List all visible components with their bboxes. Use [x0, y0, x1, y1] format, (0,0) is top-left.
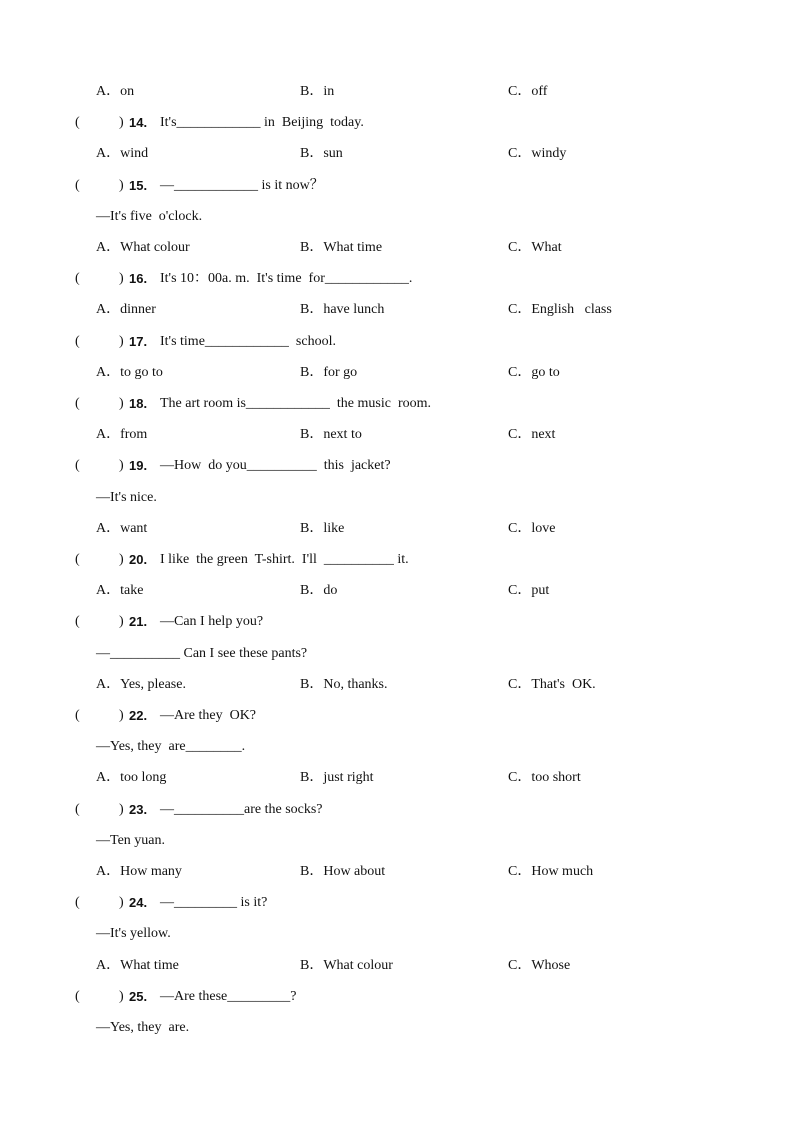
answer-close-paren: ): [119, 396, 124, 411]
options-row: [0, 580, 794, 602]
answer-close-paren: ): [119, 458, 124, 474]
option-c[interactable]: C．Whose: [508, 957, 571, 973]
question-row: [0, 393, 794, 415]
answer-close-paren: ): [119, 988, 124, 1004]
question-number: 23.: [129, 801, 148, 817]
options-row: [0, 955, 794, 977]
options-row: [0, 767, 794, 789]
question-stem: —_________ is it?: [160, 895, 268, 911]
option-b[interactable]: B．What time: [300, 240, 383, 255]
answer-blank-paren[interactable]: (: [75, 614, 80, 630]
question-stem: —__________are the socks?: [160, 801, 323, 817]
answer-blank-paren[interactable]: (: [75, 396, 80, 411]
option-b[interactable]: B．next to: [300, 427, 362, 443]
option-a[interactable]: A．wind: [96, 146, 149, 162]
option-a[interactable]: A．too long: [96, 770, 167, 786]
question-number: 24.: [129, 895, 148, 911]
question-number: 14.: [129, 115, 148, 131]
answer-blank-paren[interactable]: (: [75, 115, 80, 131]
question-number: 20.: [129, 552, 148, 567]
answer-blank-paren[interactable]: (: [75, 458, 80, 474]
response-text: —Yes, they are________.: [96, 739, 246, 755]
question-stem: —Can I help you?: [160, 614, 264, 630]
dialogue-response: [0, 643, 794, 665]
answer-close-paren: ): [119, 177, 124, 193]
dialogue-response: [0, 206, 794, 228]
question-stem: —Are these_________?: [160, 988, 297, 1004]
options-row: [0, 143, 794, 165]
option-c[interactable]: C．too short: [508, 770, 581, 786]
answer-blank-paren[interactable]: (: [75, 895, 80, 911]
question-row: [0, 175, 794, 197]
question-stem: —How do you__________ this jacket?: [160, 458, 391, 474]
answer-blank-paren[interactable]: (: [75, 708, 80, 723]
option-a[interactable]: A．What time: [96, 957, 179, 973]
question-stem: I like the green T-shirt. I'll __________ it.: [160, 552, 409, 567]
option-c[interactable]: C．English class: [508, 302, 612, 318]
question-number: 25.: [129, 988, 148, 1004]
answer-blank-paren[interactable]: (: [75, 801, 80, 817]
option-a[interactable]: A．on: [96, 84, 135, 99]
options-row: [0, 518, 794, 540]
option-b[interactable]: B．sun: [300, 146, 343, 162]
response-text: —__________ Can I see these pants?: [96, 645, 308, 661]
option-c[interactable]: C．What: [508, 240, 562, 255]
answer-close-paren: ): [119, 115, 124, 131]
answer-close-paren: ): [119, 708, 124, 723]
option-b[interactable]: B．How about: [300, 864, 386, 879]
answer-blank-paren[interactable]: (: [75, 988, 80, 1004]
answer-blank-paren[interactable]: (: [75, 333, 80, 349]
question-row: [0, 611, 794, 633]
option-b[interactable]: B．What colour: [300, 957, 393, 973]
options-row: [0, 424, 794, 446]
option-c[interactable]: C．off: [508, 84, 548, 99]
question-stem: It's 10：00a. m. It's time for____________.: [160, 271, 413, 287]
option-c[interactable]: C．How much: [508, 864, 594, 879]
option-b[interactable]: B．in: [300, 84, 335, 99]
answer-close-paren: ): [119, 333, 124, 349]
question-row: [0, 549, 794, 571]
option-c[interactable]: C．That's OK.: [508, 676, 596, 692]
option-a[interactable]: A．want: [96, 520, 148, 536]
question-row: [0, 455, 794, 477]
option-a[interactable]: A．How many: [96, 864, 182, 879]
option-b[interactable]: B．just right: [300, 770, 374, 786]
answer-blank-paren[interactable]: (: [75, 271, 80, 287]
options-row: [0, 237, 794, 259]
question-row: [0, 268, 794, 290]
question-number: 17.: [129, 333, 148, 349]
option-b[interactable]: B．like: [300, 520, 345, 536]
response-text: —It's nice.: [96, 489, 157, 505]
option-a[interactable]: A．What colour: [96, 240, 190, 255]
question-row: [0, 799, 794, 821]
option-c[interactable]: C．windy: [508, 146, 567, 162]
question-row: [0, 331, 794, 353]
dialogue-response: [0, 736, 794, 758]
question-stem: —Are they OK?: [160, 708, 257, 723]
response-text: —It's five o'clock.: [96, 208, 203, 224]
dialogue-response: [0, 1017, 794, 1039]
dialogue-response: [0, 830, 794, 852]
question-stem: It's time____________ school.: [160, 333, 336, 349]
option-a[interactable]: A．from: [96, 427, 148, 443]
question-row: [0, 112, 794, 134]
answer-close-paren: ): [119, 271, 124, 287]
question-row: [0, 892, 794, 914]
dialogue-response: [0, 487, 794, 509]
response-text: —It's yellow.: [96, 926, 171, 942]
options-row: [0, 81, 794, 103]
dialogue-response: [0, 923, 794, 945]
answer-blank-paren[interactable]: (: [75, 552, 80, 567]
question-row: [0, 986, 794, 1008]
options-row: [0, 362, 794, 384]
answer-close-paren: ): [119, 614, 124, 630]
option-c[interactable]: C．go to: [508, 364, 560, 380]
question-stem: The art room is____________ the music room.: [160, 396, 432, 411]
options-row: [0, 861, 794, 883]
answer-close-paren: ): [119, 895, 124, 911]
option-c[interactable]: C．put: [508, 583, 550, 599]
options-row: [0, 674, 794, 696]
option-c[interactable]: C．next: [508, 427, 556, 443]
answer-blank-paren[interactable]: (: [75, 177, 80, 193]
option-b[interactable]: B．have lunch: [300, 302, 385, 318]
options-row: [0, 299, 794, 321]
option-b[interactable]: B．for go: [300, 364, 358, 380]
question-number: 22.: [129, 708, 148, 723]
question-row: [0, 705, 794, 727]
question-number: 21.: [129, 614, 148, 630]
option-a[interactable]: A．to go to: [96, 364, 163, 380]
response-text: —Ten yuan.: [96, 832, 166, 848]
answer-close-paren: ): [119, 552, 124, 567]
question-number: 16.: [129, 271, 148, 287]
option-a[interactable]: A．take: [96, 583, 144, 599]
option-b[interactable]: B．No, thanks.: [300, 676, 388, 692]
question-stem: It's____________ in Beijing today.: [160, 115, 364, 131]
question-number: 15.: [129, 177, 148, 193]
option-b[interactable]: B．do: [300, 583, 338, 599]
option-a[interactable]: A．dinner: [96, 302, 156, 318]
option-c[interactable]: C．love: [508, 520, 556, 536]
answer-close-paren: ): [119, 801, 124, 817]
question-stem: —____________ is it now？: [160, 177, 324, 193]
question-number: 18.: [129, 396, 148, 411]
response-text: —Yes, they are.: [96, 1020, 190, 1035]
question-number: 19.: [129, 458, 148, 474]
option-a[interactable]: A．Yes, please.: [96, 676, 186, 692]
